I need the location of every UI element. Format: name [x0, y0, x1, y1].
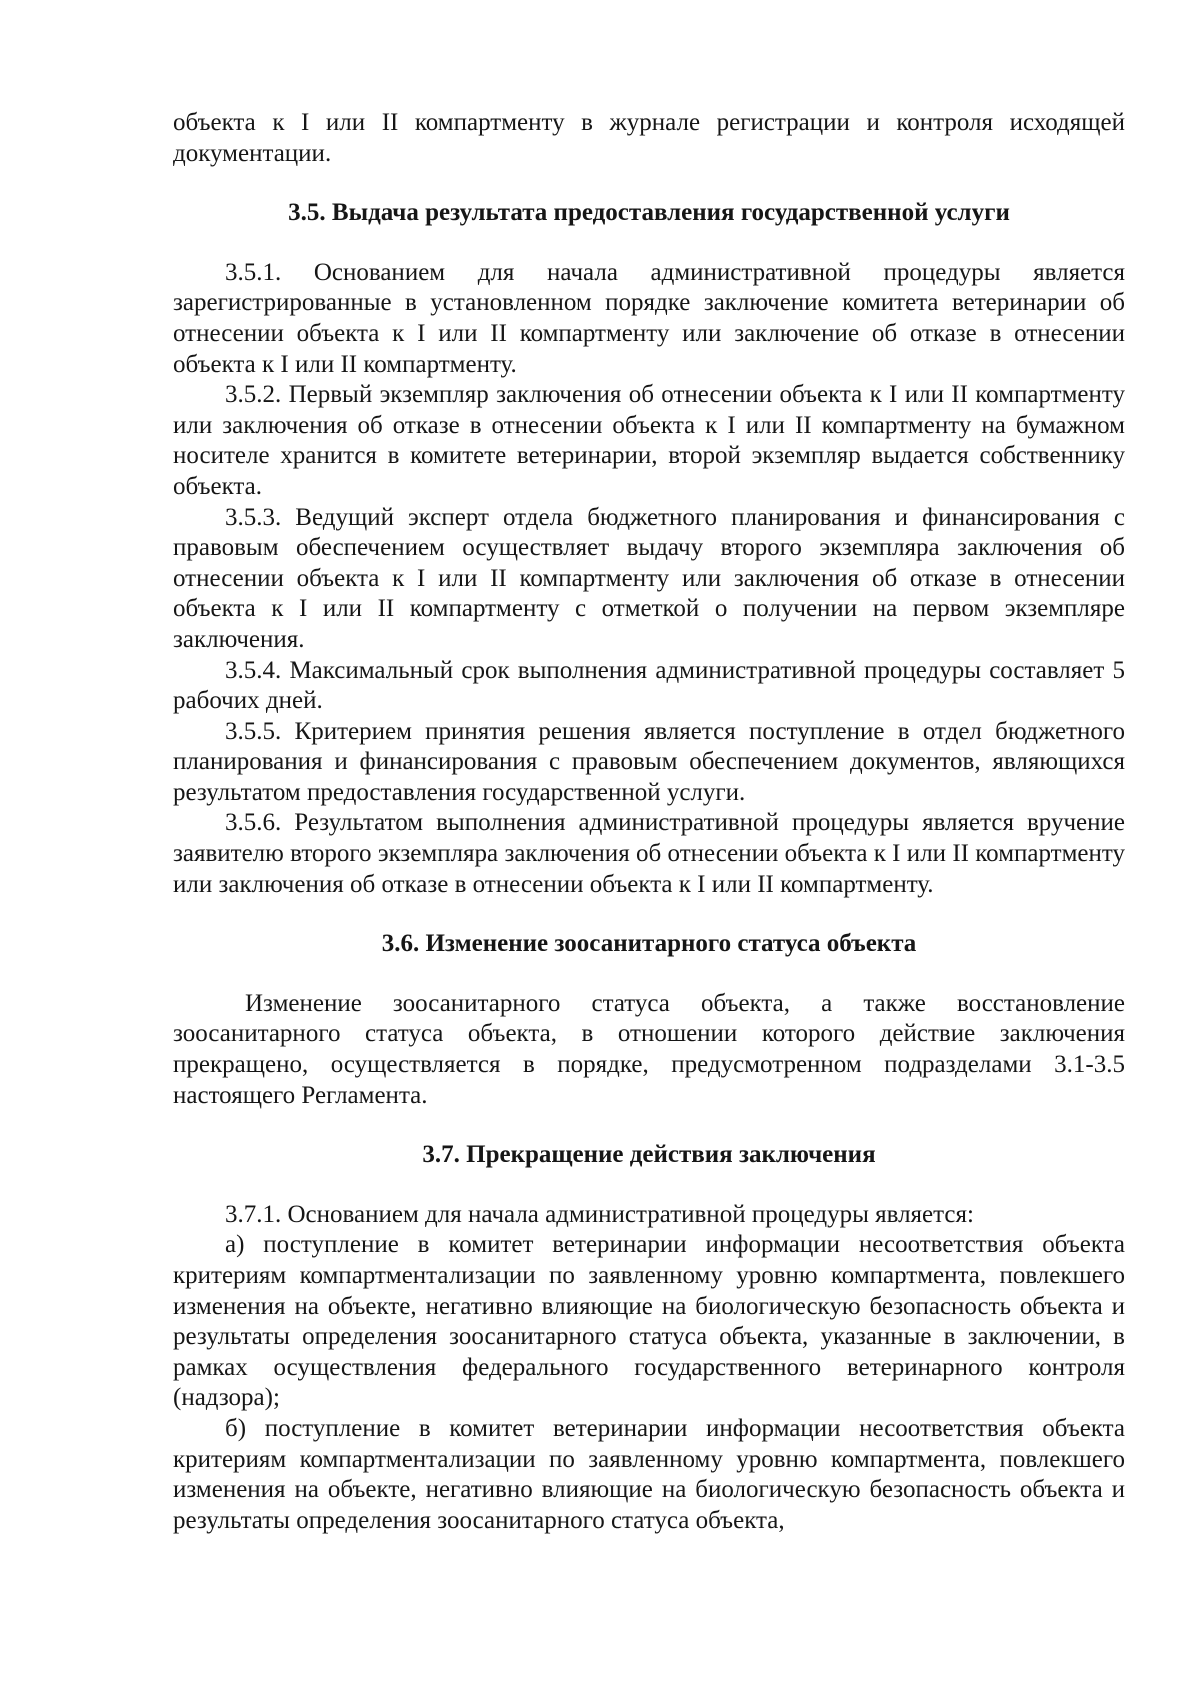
paragraph-3-7-1-a: а) поступление в комитет ветеринарии информации несоответствия объекта критериям компартментализации по заявленному уровню компартмента, повлекшего изменения на объекте, негативно влияющие на биологическую безопасность объекта и результаты определения зоосанитарного статуса объекта, указанные в заключении, в рамках осуществления федерального государственного ветеринарного контроля (надзора); — [173, 1231, 1125, 1412]
paragraph-3-7-1-b: б) поступление в комитет ветеринарии информации несоответствия объекта критериям компартментализации по заявленному уровню компартмента, повлекшего изменения на объекте, негативно влияющие на биологическую безопасность объекта и результаты определения зоосанитарного статуса объекта, — [173, 1414, 1125, 1534]
paragraph-3-6: Изменение зоосанитарного статуса объекта, а также восстановление зоосанитарного статуса объекта, в отношении которого действие заключения прекращено, осуществляется в порядке, предусмотренном подразделами 3.1-3.5 настоящего Регламента. — [173, 989, 1125, 1109]
paragraph-3-5-4: 3.5.4. Максимальный срок выполнения административной процедуры составляет 5 рабочих дней. — [173, 656, 1125, 715]
document-page — [173, 108, 1125, 1536]
section-heading-3-7: 3.7. Прекращение действия заключения — [422, 1141, 876, 1169]
section-heading-3-6: 3.6. Изменение зоосанитарного статуса объекта — [381, 930, 917, 958]
paragraph-3-5-3: 3.5.3. Ведущий эксперт отдела бюджетного планирования и финансирования с правовым обеспечением осуществляет выдачу второго экземпляра заключения об отнесении объекта к I или II компартменту или заключения об отказе в отнесении объекта к I или II компартменту с отметкой о получении на первом экземпляре заключения. — [173, 503, 1125, 653]
paragraph-3-5-1: 3.5.1. Основанием для начала административной процедуры является зарегистрированные в установленном порядке заключение комитета ветеринарии об отнесении объекта к I или II компартменту или заключение об отказе в отнесении объекта к I или II компартменту. — [173, 258, 1125, 378]
paragraph-3-5-5: 3.5.5. Критерием принятия решения является поступление в отдел бюджетного планирования и финансирования с правовым обеспечением документов, являющихся результатом предоставления государственной услуги. — [173, 717, 1125, 806]
paragraph-3-5-2: 3.5.2. Первый экземпляр заключения об отнесении объекта к I или II компартменту или заключения об отказе в отнесении объекта к I или II компартменту на бумажном носителе хранится в комитете ветеринарии, второй экземпляр выдается собственнику объекта. — [173, 381, 1125, 500]
paragraph-3-5-6: 3.5.6. Результатом выполнения административной процедуры является вручение заявителю второго экземпляра заключения об отнесении объекта к I или II компартменту или заключения об отказе в отнесении объекта к I или II компартменту. — [173, 809, 1125, 898]
section-heading-3-5: 3.5. Выдача результата предоставления государственной услуги — [288, 199, 1010, 227]
intro-paragraph: объекта к I или II компартменту в журнале регистрации и контроля исходящей документации. — [173, 109, 1125, 167]
paragraph-3-7-1: 3.7.1. Основанием для начала административной процедуры является: — [225, 1200, 974, 1228]
